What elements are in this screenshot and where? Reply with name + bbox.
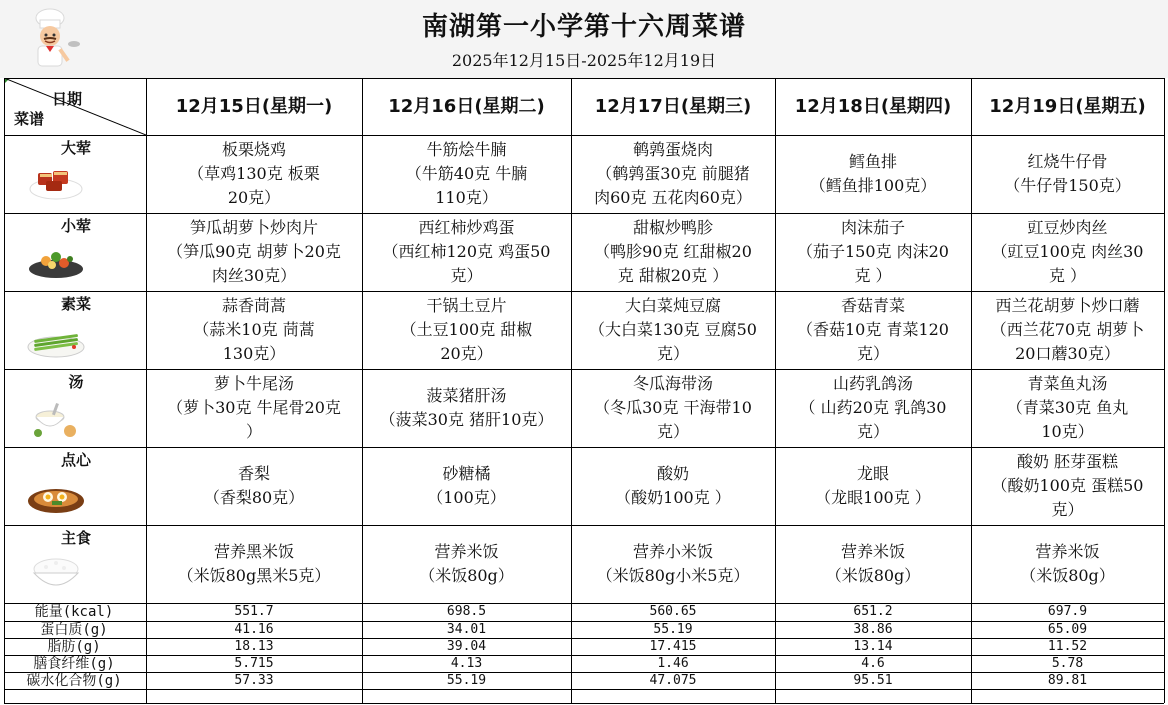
dish-cell	[775, 135, 971, 213]
dish-ingredients: （米饭80g黑米5克）	[177, 566, 331, 585]
dish-name: 香菇青菜	[840, 296, 905, 315]
dish-ingredients: （酸奶100克 ）	[615, 488, 731, 507]
dish-name: 冬瓜海带汤	[632, 374, 713, 393]
dish-ingredients: （土豆100克 甜椒	[400, 320, 533, 339]
nutrition-label: 碳水化合物(g)	[26, 673, 122, 689]
dish-ingredients: 克 ）	[854, 266, 892, 285]
dish-cell	[971, 135, 1164, 213]
nutrition-label: 能量(kcal)	[34, 604, 114, 620]
dish-cell	[775, 525, 971, 603]
nutrition-label: 脂肪(g)	[47, 639, 101, 655]
dish-ingredients: 20克）	[440, 344, 493, 363]
dish-name: 蒜香茼蒿	[221, 296, 286, 315]
dish-ingredients: （蒜米10克 茼蒿	[193, 320, 315, 339]
dish-ingredients: （冬瓜30克 干海带10	[594, 398, 752, 417]
stir-fry-plate-icon	[26, 239, 86, 283]
dish-ingredients: 20口蘑30克）	[1015, 344, 1120, 363]
category-label: 素菜	[60, 295, 91, 313]
corner-menu-label: 菜谱	[14, 110, 45, 128]
dish-cell	[571, 525, 775, 603]
dish-name: 甜椒炒鸭胗	[632, 218, 713, 237]
dish-cell	[971, 447, 1164, 525]
dish-name: 鳕鱼排	[848, 152, 897, 171]
dish-name: 菠菜猪肝汤	[426, 386, 507, 405]
day-header: 12月16日(星期二)	[388, 95, 545, 117]
dish-cell	[775, 447, 971, 525]
corner-date-label: 日期	[52, 90, 83, 108]
dish-ingredients: （青菜30克 鱼丸	[1006, 398, 1129, 417]
nutrition-value: 1.46	[657, 656, 689, 671]
dish-ingredients: （豇豆100克 肉丝30	[991, 242, 1144, 261]
nutrition-value: 95.51	[853, 673, 893, 688]
dish-name: 香梨	[237, 464, 270, 483]
day-header: 12月18日(星期四)	[794, 95, 952, 117]
day-header: 12月17日(星期三)	[594, 95, 752, 117]
dish-cell	[362, 213, 571, 291]
dish-name: 板栗烧鸡	[221, 140, 286, 159]
dish-ingredients: （酸奶100克 蛋糕50	[991, 476, 1144, 495]
day-header: 12月15日(星期一)	[175, 95, 333, 117]
dish-cell	[571, 213, 775, 291]
dish-cell	[146, 369, 362, 447]
dish-ingredients: 克）	[450, 266, 483, 285]
dish-cell	[362, 135, 571, 213]
dish-cell	[571, 135, 775, 213]
dish-cell	[571, 291, 775, 369]
nutrition-value: 651.2	[853, 604, 893, 619]
dish-name: 鹌鹑蛋烧肉	[632, 140, 713, 159]
dish-ingredients: 20克）	[227, 188, 281, 207]
nutrition-value: 11.52	[1047, 639, 1088, 654]
nutrition-value: 55.19	[446, 673, 487, 688]
grid-line	[4, 703, 1164, 704]
dish-ingredients: 肉丝30克）	[211, 266, 297, 285]
dish-ingredients: （香梨80克）	[203, 488, 305, 507]
nutrition-value: 41.16	[234, 622, 274, 637]
dish-ingredients: （菠菜30克 猪肝10克）	[379, 410, 554, 429]
dish-ingredients: （牛筋40克 牛腩	[405, 164, 528, 183]
dish-cell	[775, 369, 971, 447]
nutrition-value: 89.81	[1047, 673, 1088, 688]
nutrition-value: 13.14	[853, 639, 893, 654]
dish-ingredients: 克）	[856, 344, 889, 363]
dish-name: 萝卜牛尾汤	[213, 374, 294, 393]
nutrition-value: 5.78	[1051, 656, 1084, 671]
dish-cell	[775, 291, 971, 369]
dish-ingredients: （香菇10克 青菜120	[797, 320, 949, 339]
dish-ingredients: 130克）	[222, 344, 286, 363]
dish-ingredients: （鸭胗90克 红甜椒20	[594, 242, 752, 261]
nutrition-label: 蛋白质(g)	[40, 622, 108, 638]
dish-ingredients: （牛仔骨150克）	[1004, 176, 1131, 195]
page-title: 南湖第一小学第十六周菜谱	[421, 12, 746, 42]
nutrition-value: 551.7	[234, 604, 274, 619]
dish-cell	[971, 525, 1164, 603]
dish-ingredients: 10克）	[1041, 422, 1094, 441]
category-label: 大荤	[60, 139, 91, 157]
nutrition-value: 65.09	[1047, 622, 1088, 637]
dish-ingredients: （龙眼100克 ）	[815, 488, 931, 507]
dish-name: 营养米饭	[840, 542, 905, 561]
rice-bowl-icon	[26, 551, 86, 595]
dish-cell	[146, 525, 362, 603]
nutrition-value: 38.86	[853, 622, 893, 637]
grid-line	[4, 689, 1164, 690]
dish-ingredients: （茄子150克 肉沫20	[797, 242, 949, 261]
dish-ingredients: （西红柿120克 鸡蛋50	[382, 242, 551, 261]
dish-ingredients: 克）	[856, 422, 889, 441]
dish-cell	[146, 135, 362, 213]
dish-cell	[971, 213, 1164, 291]
dish-ingredients: （鳕鱼排100克）	[809, 176, 937, 195]
dish-ingredients: 肉60克 五花肉60克）	[594, 188, 752, 207]
category-label: 点心	[60, 451, 91, 469]
braised-pork-icon	[26, 161, 86, 205]
dish-name: 大白菜炖豆腐	[624, 296, 721, 315]
dish-ingredients: （米饭80g小米5克）	[596, 566, 750, 585]
dish-ingredients: 克）	[656, 344, 689, 363]
dish-cell	[362, 447, 571, 525]
dish-cell	[146, 213, 362, 291]
dish-ingredients: （米饭80g）	[1020, 566, 1115, 585]
dish-ingredients: （草鸡130克 板栗	[188, 164, 320, 183]
nutrition-value: 5.715	[234, 656, 274, 671]
date-range: 2025年12月15日-2025年12月19日	[451, 51, 717, 70]
nutrition-value: 57.33	[234, 673, 274, 688]
dish-name: 砂糖橘	[442, 464, 491, 483]
nutrition-value: 697.9	[1047, 604, 1088, 619]
nutrition-value: 47.075	[649, 673, 697, 688]
nutrition-value: 4.13	[450, 656, 483, 671]
nutrition-label: 膳食纤维(g)	[33, 656, 115, 672]
dish-ingredients: ）	[245, 422, 262, 441]
dish-name: 营养黑米饭	[213, 542, 294, 561]
category-label: 小荤	[60, 217, 91, 235]
dish-ingredients: （ 山药20克 乳鸽30	[799, 398, 947, 417]
dish-name: 肉沫茄子	[840, 218, 905, 237]
dish-ingredients: 克 ）	[1048, 266, 1087, 285]
dish-cell	[362, 525, 571, 603]
dish-cell	[971, 291, 1164, 369]
dish-cell	[146, 447, 362, 525]
dish-cell	[971, 369, 1164, 447]
day-header: 12月19日(星期五)	[989, 95, 1146, 117]
asparagus-plate-icon	[26, 317, 86, 361]
category-label: 主食	[60, 529, 91, 547]
dish-cell	[146, 291, 362, 369]
dish-ingredients: （萝卜30克 牛尾骨20克	[167, 398, 341, 417]
dish-ingredients: 克）	[1051, 500, 1084, 519]
dish-name: 干锅土豆片	[426, 296, 507, 315]
dish-ingredients: 110克）	[435, 188, 498, 207]
dish-cell	[571, 369, 775, 447]
dish-name: 营养小米饭	[632, 542, 713, 561]
nutrition-value: 560.65	[649, 604, 697, 619]
dish-name: 酸奶	[656, 464, 689, 483]
dish-name: 西红柿炒鸡蛋	[418, 218, 515, 237]
dish-name: 笋瓜胡萝卜炒肉片	[189, 218, 318, 237]
dish-name: 红烧牛仔骨	[1027, 152, 1108, 171]
dish-name: 酸奶 胚芽蛋糕	[1016, 452, 1119, 471]
dish-ingredients: （鹌鹑蛋30克 前腿猪	[596, 164, 750, 183]
dish-name: 牛筋烩牛腩	[426, 140, 507, 159]
category-label: 汤	[68, 373, 84, 391]
grid-line	[1164, 78, 1165, 703]
dish-name: 西兰花胡萝卜炒口蘑	[995, 296, 1140, 315]
dish-ingredients: 克 甜椒20克 ）	[617, 266, 729, 285]
dish-ingredients: （100克）	[427, 488, 506, 507]
dish-name: 龙眼	[856, 464, 889, 483]
dish-name: 营养米饭	[434, 542, 499, 561]
dish-ingredients: 克）	[656, 422, 689, 441]
dish-name: 青菜鱼丸汤	[1027, 374, 1108, 393]
dish-cell	[362, 369, 571, 447]
dish-cell	[775, 213, 971, 291]
dish-ingredients: （西兰花70克 胡萝卜	[990, 320, 1145, 339]
dish-ingredients: （大白菜130克 豆腐50	[589, 320, 757, 339]
dish-name: 山药乳鸽汤	[832, 374, 913, 393]
dish-cell	[571, 447, 775, 525]
dish-cell	[362, 291, 571, 369]
dish-name: 营养米饭	[1035, 542, 1100, 561]
snack-plate-icon	[26, 473, 86, 517]
nutrition-value: 17.415	[649, 639, 697, 654]
dish-ingredients: （米饭80g）	[419, 566, 514, 585]
dish-name: 豇豆炒肉丝	[1027, 218, 1108, 237]
nutrition-value: 698.5	[446, 604, 487, 619]
dish-ingredients: （笋瓜90克 胡萝卜20克	[167, 242, 341, 261]
nutrition-value: 34.01	[446, 622, 487, 637]
nutrition-value: 39.04	[446, 639, 487, 654]
nutrition-value: 55.19	[653, 622, 693, 637]
nutrition-value: 4.6	[861, 656, 885, 671]
dish-ingredients: （米饭80g）	[825, 566, 921, 585]
soup-bowl-icon	[26, 395, 86, 439]
nutrition-value: 18.13	[234, 639, 274, 654]
